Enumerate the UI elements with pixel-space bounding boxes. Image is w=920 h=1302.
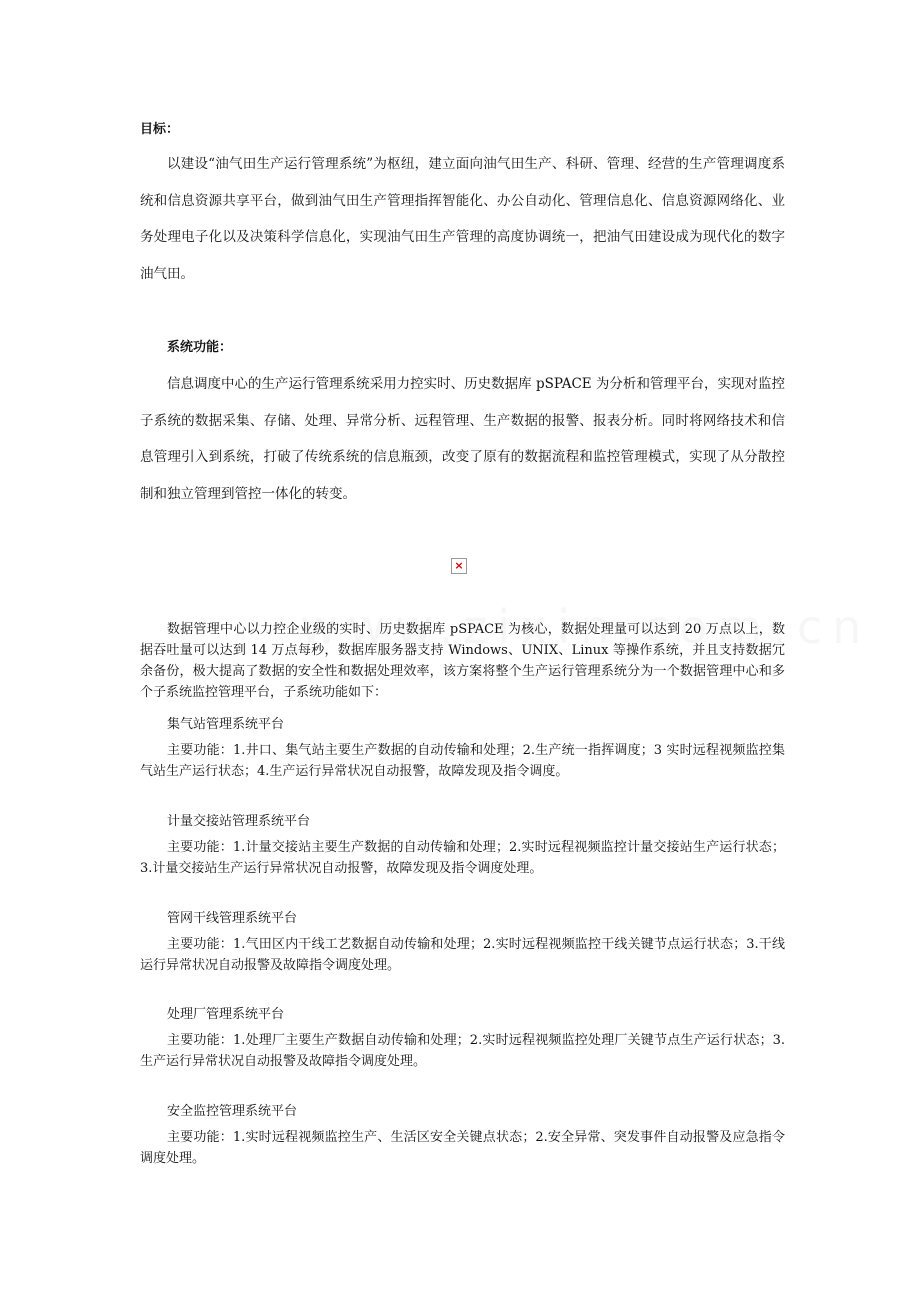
data-center-paragraph: 数据管理中心以力控企业级的实时、历史数据库 pSPACE 为核心，数据处理量可以达到 20 万点以上，数据吞吐量可以达到 14 万点每秒，数据库服务器支持 Windows、UNIX、Linux 等操作系统，并且支持数据冗余备份，极大提高了数据的安全性和数据处理效率，该方案将整个生产运行管理系统分为一个数据管理中心和多个子系统监控管理平台，子系统功能如下：	[140, 622, 785, 700]
subsystem-block	[140, 811, 785, 879]
subsystem-desc: 主要功能：1.处理厂主要生产数据自动传输和处理；2.实时远程视频监控处理厂关键节点生产运行状态；3.生产运行异常状况自动报警及故障指令调度处理。	[140, 1033, 785, 1069]
subsystem-title: 处理厂管理系统平台	[167, 1007, 285, 1022]
subsystem-desc: 主要功能：1.计量交接站主要生产数据的自动传输和处理；2.实时远程视频监控计量交接站生产运行状态；3.计量交接站生产运行异常状况自动报警，故障发现及指令调度处理。	[140, 840, 785, 876]
subsystem-block	[140, 908, 785, 976]
subsystem-title: 管网干线管理系统平台	[167, 911, 298, 926]
subsystem-block	[140, 714, 785, 782]
subsystem-desc: 主要功能：1.气田区内干线工艺数据自动传输和处理；2.实时远程视频监控干线关键节点运行状态；3.干线运行异常状况自动报警及故障指令调度处理。	[140, 937, 785, 973]
subsystem-block	[140, 1004, 785, 1072]
functions-paragraph: 信息调度中心的生产运行管理系统采用力控实时、历史数据库 pSPACE 为分析和管理平台，实现对监控子系统的数据采集、存储、处理、异常分析、远程管理、生产数据的报警、报表分析。同时将网络技术和信息管理引入到系统，打破了传统系统的信息瓶颈，改变了原有的数据流程和监控管理模式，实现了从分散控制和独立管理到管控一体化的转变。	[140, 376, 785, 502]
subsystem-title: 计量交接站管理系统平台	[167, 814, 311, 829]
subsystem-desc: 主要功能：1.井口、集气站主要生产数据的自动传输和处理；2.生产统一指挥调度；3 实时远程视频监控集气站生产运行状态；4.生产运行异常状况自动报警，故障发现及指令调度。	[140, 743, 785, 779]
broken-image-glyph: ×	[454, 559, 464, 572]
goal-heading: 目标：	[140, 122, 180, 137]
goal-paragraph: 以建设“油气田生产运行管理系统”为枢纽，建立面向油气田生产、科研、管理、经营的生产管理调度系统和信息资源共享平台，做到油气田生产管理指挥智能化、办公自动化、管理信息化、信息资源网络化、业务处理电子化以及决策科学信息化，实现油气田生产管理的高度协调统一，把油气田建设成为现代化的数字油气田。	[140, 156, 785, 282]
subsystem-block	[140, 1101, 785, 1169]
subsystem-desc: 主要功能：1.实时远程视频监控生产、生活区安全关键点状态；2.安全异常、突发事件自动报警及应急指令调度处理。	[140, 1130, 785, 1166]
subsystem-title: 集气站管理系统平台	[167, 717, 285, 732]
subsystem-title: 安全监控管理系统平台	[167, 1104, 298, 1119]
functions-heading: 系统功能：	[167, 340, 233, 355]
broken-image-icon	[451, 558, 467, 574]
